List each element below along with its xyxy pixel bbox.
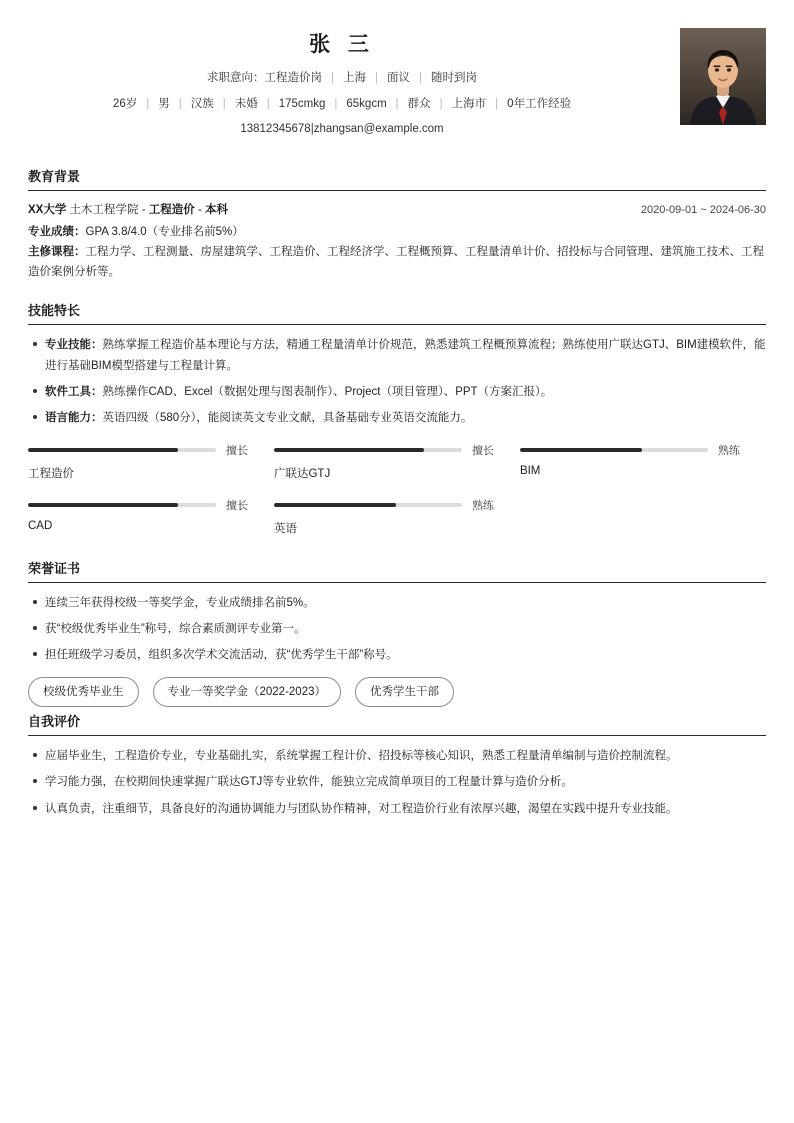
basic-weight: 65kgcm <box>346 98 387 111</box>
skill-bar-row <box>520 442 740 458</box>
education-major: 工程造价 <box>148 204 195 216</box>
skill-fill <box>274 448 424 452</box>
section-skills <box>28 300 766 552</box>
page-title: 张 三 <box>309 33 375 56</box>
education-courses-label: 主修课程： <box>28 246 86 259</box>
avatar-illustration <box>680 28 766 125</box>
skill-bullet-text: 熟练操作CAD、Excel（数据处理与图表制作）、Project（项目管理）、PPT（方案汇报）。 <box>102 385 553 398</box>
section-title-honors: 荣誉证书 <box>28 558 766 583</box>
skill-bullet-text: 熟练掌握工程造价基本理论与方法，精通工程量清单计价规范，熟悉建筑工程概预算流程；熟练使用广联达GTJ、BIM建模软件，能进行基础BIM模型搭建与工程量计算。 <box>45 339 766 372</box>
basic-experience: 0年工作经验 <box>507 98 572 111</box>
skill-name-label: 工程造价 <box>28 467 74 480</box>
avatar <box>680 28 766 125</box>
education-school: XX大学 <box>28 204 67 216</box>
skill-bar-item <box>28 442 274 481</box>
honor-tag-list <box>28 677 766 707</box>
skill-level-label: 熟练 <box>471 499 494 512</box>
basic-political: 群众 <box>407 98 431 111</box>
skill-bar-row <box>274 497 494 513</box>
job-intent-availability: 随时到岗 <box>431 72 477 84</box>
honors-bullet-list <box>28 593 766 665</box>
education-row <box>28 201 766 217</box>
education-gpa-value: GPA 3.8/4.0（专业排名前5%） <box>85 226 244 238</box>
self-evaluation-bullet-list <box>28 746 766 818</box>
basic-height: 175cmkg <box>278 98 326 111</box>
skill-bar-row <box>274 442 494 458</box>
list-item: 担任班级学习委员，组织多次学术交流活动，获“优秀学生干部”称号。 <box>45 645 766 665</box>
divider: | <box>375 72 378 84</box>
section-honors <box>28 558 766 707</box>
list-item <box>45 408 766 428</box>
divider: | <box>146 98 150 111</box>
divider: | <box>395 98 399 111</box>
skill-bar-item <box>274 442 520 481</box>
list-item: 认真负责，注重细节，具备良好的沟通协调能力与团队协作精神，对工程造价行业有浓厚兴趣，渴望在实践中提升专业技能。 <box>45 799 766 819</box>
education-date-range: 2020-09-01 ~ 2024-06-30 <box>640 204 766 216</box>
skill-bullet-label: 语言能力： <box>45 411 103 424</box>
skill-bar-row <box>28 497 248 513</box>
skill-bullet-text: 英语四级（580分），能阅读英文专业文献，具备基础专业英语交流能力。 <box>102 411 473 424</box>
skill-bullet-label: 专业技能： <box>45 339 103 352</box>
skill-bar-item <box>274 497 520 536</box>
education-degree: 本科 <box>205 204 229 216</box>
basic-gender: 男 <box>158 98 170 111</box>
divider: | <box>310 122 314 135</box>
education-gpa <box>28 222 766 242</box>
honor-tag: 校级优秀毕业生 <box>28 677 139 707</box>
basic-hometown: 上海市 <box>451 98 487 111</box>
skill-name-label: CAD <box>28 519 53 532</box>
resume-header <box>28 28 766 148</box>
section-education <box>28 166 766 282</box>
honor-tag: 优秀学生干部 <box>355 677 454 707</box>
basic-age: 26岁 <box>112 98 138 111</box>
basic-marital: 未婚 <box>234 98 258 111</box>
section-self-evaluation <box>28 711 766 818</box>
skill-bar-item <box>28 497 274 536</box>
list-item: 应届毕业生，工程造价专业，专业基础扎实，系统掌握工程计价、招投标等核心知识，熟悉工程量清单编制与造价控制流程。 <box>45 746 766 766</box>
skill-track <box>520 448 708 452</box>
honor-tag: 专业一等奖学金（2022-2023） <box>153 677 342 707</box>
divider: | <box>222 98 226 111</box>
skill-track <box>28 448 216 452</box>
divider: | <box>419 72 422 84</box>
skill-name-label: BIM <box>519 464 541 477</box>
skill-bar-row <box>28 442 248 458</box>
section-title-education: 教育背景 <box>28 166 766 191</box>
skill-bar-grid <box>28 442 766 552</box>
skill-bullet-label: 软件工具： <box>45 385 103 398</box>
contact-line <box>28 123 656 135</box>
education-separator-2: - <box>198 204 202 216</box>
education-college: 土木工程学院 <box>69 204 139 216</box>
education-separator: - <box>141 204 146 216</box>
job-intent-label: 求职意向： <box>207 72 265 84</box>
divider: | <box>495 98 499 111</box>
education-courses-value: 工程力学、工程测量、房屋建筑学、工程造价、工程经济学、工程概预算、工程量清单计价、招投标与合同管理、建筑施工技术、工程造价案例分析等。 <box>28 246 764 279</box>
list-item: 学习能力强，在校期间快速掌握广联达GTJ等专业软件，能独立完成简单项目的工程量计算与造价分析。 <box>45 772 766 792</box>
divider: | <box>178 98 182 111</box>
list-item: 连续三年获得校级一等奖学金，专业成绩排名前5%。 <box>45 593 766 613</box>
skill-name-label: 英语 <box>273 522 297 535</box>
skill-fill <box>28 503 178 507</box>
section-title-skills: 技能特长 <box>28 300 766 325</box>
email-text: zhangsan@example.com <box>313 122 444 135</box>
skill-bar-item <box>520 442 766 481</box>
skill-fill <box>28 448 178 452</box>
divider: | <box>266 98 270 111</box>
skill-level-label: 擅长 <box>225 499 248 512</box>
list-item <box>45 382 766 402</box>
skill-track <box>274 448 462 452</box>
phone-text: 13812345678 <box>240 122 311 135</box>
list-item <box>45 335 766 375</box>
education-headline <box>28 201 228 217</box>
divider: | <box>439 98 443 111</box>
job-intent-position: 工程造价岗 <box>264 72 322 84</box>
education-gpa-label: 专业成绩： <box>28 226 86 238</box>
divider: | <box>334 98 338 111</box>
skill-level-label: 擅长 <box>471 444 494 457</box>
basic-info-line <box>28 96 656 113</box>
skill-fill <box>520 448 642 452</box>
education-courses <box>28 242 766 282</box>
skill-track <box>28 503 216 507</box>
skill-level-label: 擅长 <box>225 444 248 457</box>
header-main <box>28 28 766 135</box>
section-title-self-evaluation: 自我评价 <box>28 711 766 736</box>
job-intent-salary: 面议 <box>387 72 410 84</box>
skill-track <box>274 503 462 507</box>
job-intent-city: 上海 <box>343 72 366 84</box>
job-intent-line <box>28 70 656 87</box>
skill-name-label: 广联达GTJ <box>273 467 331 480</box>
skills-bullet-list <box>28 335 766 428</box>
skill-fill <box>274 503 396 507</box>
skill-level-label: 熟练 <box>717 444 740 457</box>
divider: | <box>331 72 334 84</box>
list-item: 获“校级优秀毕业生”称号，综合素质测评专业第一。 <box>45 619 766 639</box>
basic-ethnicity: 汉族 <box>190 98 214 111</box>
